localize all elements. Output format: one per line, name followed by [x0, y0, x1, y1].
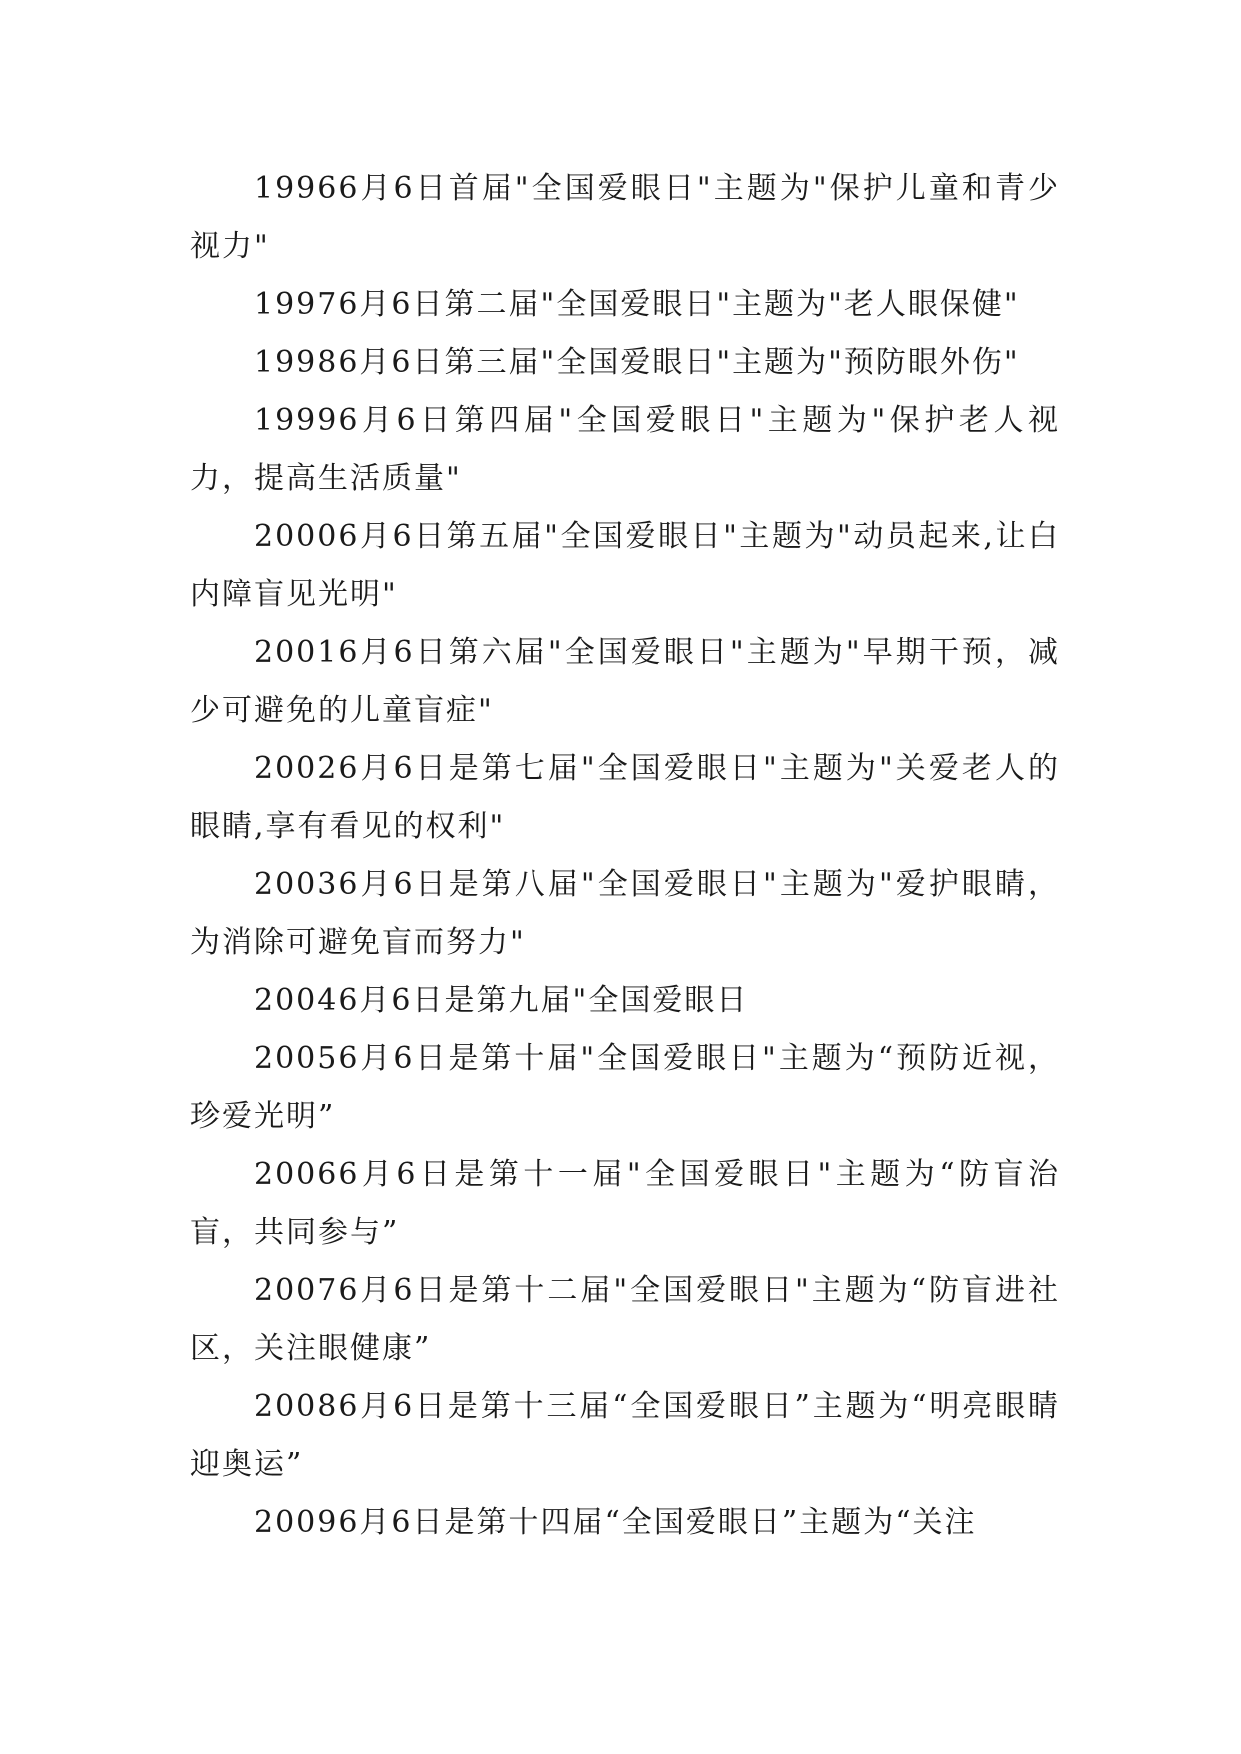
paragraph-2005: 20056月6日是第十届"全国爱眼日"主题为“预防近视，珍爱光明”	[190, 1041, 1060, 1134]
paragraph-2000: 20006月6日第五届"全国爱眼日"主题为"动员起来,让白内障盲见光明"	[190, 519, 1060, 612]
paragraph-2006: 20066月6日是第十一届"全国爱眼日"主题为“防盲治盲，共同参与”	[190, 1157, 1060, 1250]
paragraph-2008: 20086月6日是第十三届“全国爱眼日”主题为“明亮眼睛迎奥运”	[190, 1389, 1060, 1482]
paragraph-2009: 20096月6日是第十四届“全国爱眼日”主题为“关注	[254, 1505, 977, 1540]
paragraph-2004: 20046月6日是第九届"全国爱眼日	[254, 983, 749, 1018]
paragraph-2001: 20016月6日第六届"全国爱眼日"主题为"早期干预，减少可避免的儿童盲症"	[190, 635, 1060, 728]
paragraph-2007: 20076月6日是第十二届"全国爱眼日"主题为“防盲进社区，关注眼健康”	[190, 1273, 1060, 1366]
paragraph-1996: 19966月6日首届"全国爱眼日"主题为"保护儿童和青少视力"	[190, 171, 1060, 264]
paragraph-1998: 19986月6日第三届"全国爱眼日"主题为"预防眼外伤"	[254, 345, 1020, 380]
paragraph-1999: 19996月6日第四届"全国爱眼日"主题为"保护老人视力，提高生活质量"	[190, 403, 1060, 496]
paragraph-2003: 20036月6日是第八届"全国爱眼日"主题为"爱护眼睛，为消除可避免盲而努力"	[190, 867, 1060, 960]
paragraph-1997: 19976月6日第二届"全国爱眼日"主题为"老人眼保健"	[254, 287, 1020, 322]
document-body	[190, 160, 1060, 1552]
paragraph-2002: 20026月6日是第七届"全国爱眼日"主题为"关爱老人的眼睛,享有看见的权利"	[190, 751, 1060, 844]
